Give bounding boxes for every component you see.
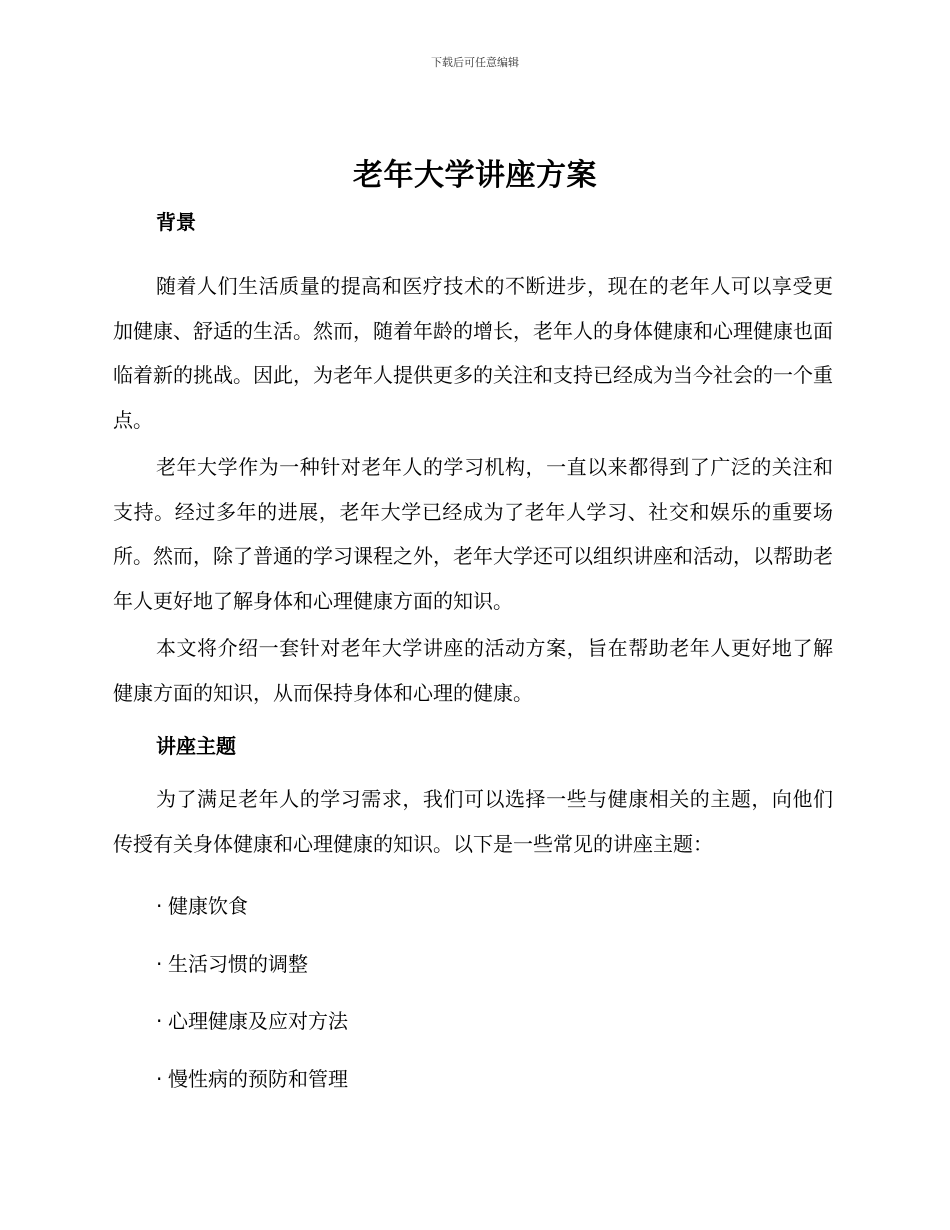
section-heading-background: 背景 — [156, 210, 196, 234]
bullet-dot-icon: · — [156, 951, 163, 976]
paragraph: 老年大学作为一种针对老年人的学习机构，一直以来都得到了广泛的关注和支持。经过多年的进展，老年大学已经成为了老年人学习、社交和娱乐的重要场所。然而，除了普通的学习课程之外，老年大学还可以组织讲座和活动，以帮助老年人更好地了解身体和心理健康方面的知识。 — [113, 455, 833, 613]
bullet-dot-icon: · — [156, 1066, 163, 1091]
list-item-text: 生活习惯的调整 — [168, 951, 308, 976]
document-title: 老年大学讲座方案 — [353, 158, 597, 193]
list-item-text: 慢性病的预防和管理 — [168, 1066, 348, 1091]
bullet-dot-icon: · — [156, 1009, 163, 1033]
section-heading-lecture-topics: 讲座主题 — [156, 734, 236, 758]
page-header-note: 下载后可任意编辑 — [431, 56, 519, 69]
topic-list — [113, 884, 833, 1114]
list-item-text: 心理健康及应对方法 — [168, 1009, 348, 1033]
paragraph: 随着人们生活质量的提高和医疗技术的不断进步，现在的老年人可以享受更加健康、舒适的生活。然而，随着年龄的增长，老年人的身体健康和心理健康也面临着新的挑战。因此，为老年人提供更多的关注和支持已经成为当今社会的一个重点。 — [113, 274, 833, 432]
bullet-dot-icon: · — [156, 894, 163, 918]
list-item — [113, 1057, 833, 1115]
paragraph: 本文将介绍一套针对老年大学讲座的活动方案，旨在帮助老年人更好地了解健康方面的知识，从而保持身体和心理的健康。 — [113, 636, 833, 705]
list-item — [113, 999, 833, 1057]
list-item — [113, 942, 833, 1000]
paragraph: 为了满足老年人的学习需求，我们可以选择一些与健康相关的主题，向他们传授有关身体健康和心理健康的知识。以下是一些常见的讲座主题： — [113, 787, 833, 856]
list-item — [113, 884, 833, 942]
document-body — [113, 204, 833, 1114]
list-item-text: 健康饮食 — [168, 894, 248, 918]
